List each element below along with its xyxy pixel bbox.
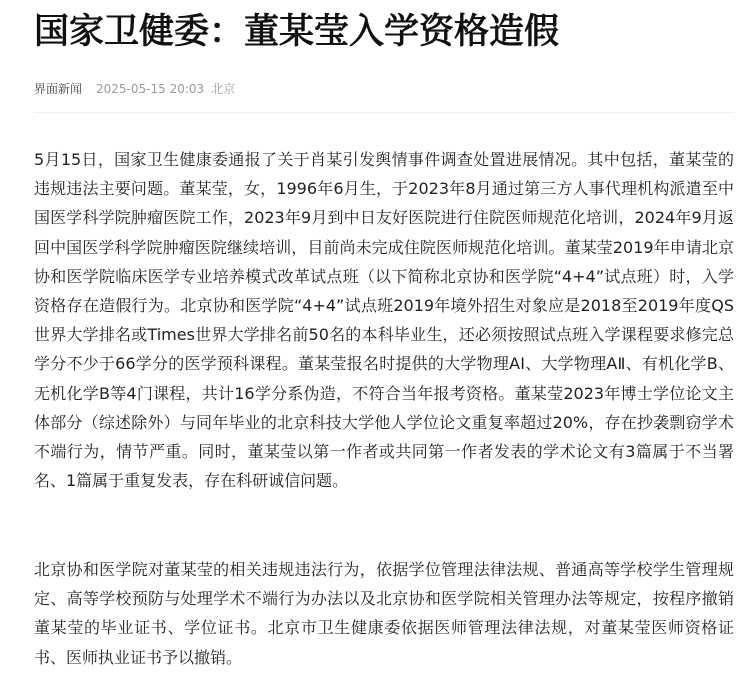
location-label: 北京 (211, 82, 236, 96)
article-paragraph: 5月15日，国家卫生健康委通报了关于肖某引发舆情事件调查处置进展情况。其中包括，董某莹的违规违法主要问题。董某莹，女，1996年6月生，于2023年8月通过第三方人事代理机构派遣至中国医学科学院肿瘤医院工作，2023年9月到中日友好医院进行住院医师规范化培训，2024年9月返回中国医学科学院肿瘤医院继续培训，目前尚未完成住院医师规范化培训。董某莹2019年申请北京协和医学院临床医学专业培养模式改革试点班（以下简称北京协和医学院“4+4”试点班）时，入学资格存在造假行为。北京协和医学院“4+4”试点班2019年境外招生对象应是2018至2019年度QS世界大学排名或Times世界大学排名前50名的本科毕业生，还必须按照试点班入学课程要求修完总学分不少于66学分的医学预科课程。董某莹报名时提供的大学物理AⅠ、大学物理AⅡ、有机化学B、无机化学B等4门课程，共计16学分系伪造，不符合当年报考资格。董某莹2023年博士学位论文主体部分（综述除外）与同年毕业的北京科技大学他人学位论文重复率超过20%，存在抄袭剽窃学术不端行为，情节严重。同时，董某莹以第一作者或共同第一作者发表的学术论文有3篇属于不当署名、1篇属于重复发表，存在科研诚信问题。 (34, 150, 734, 491)
source-label[interactable]: 界面新闻 (34, 82, 83, 96)
article-meta (34, 80, 235, 98)
publish-time: 2025-05-15 20:03 (96, 82, 205, 96)
divider (34, 112, 734, 113)
article-title: 国家卫健委：董某莹入学资格造假 (34, 12, 560, 52)
article-paragraph: 北京协和医学院对董某莹的相关违规违法行为，依据学位管理法律法规、普通高等学校学生管理规定、高等学校预防与处理学术不端行为办法以及北京协和医学院相关管理办法等规定，按程序撤销董某莹的毕业证书、学位证书。北京市卫生健康委依据医师管理法律法规，对董某莹医师资格证书、医师执业证书予以撤销。 (34, 560, 734, 667)
